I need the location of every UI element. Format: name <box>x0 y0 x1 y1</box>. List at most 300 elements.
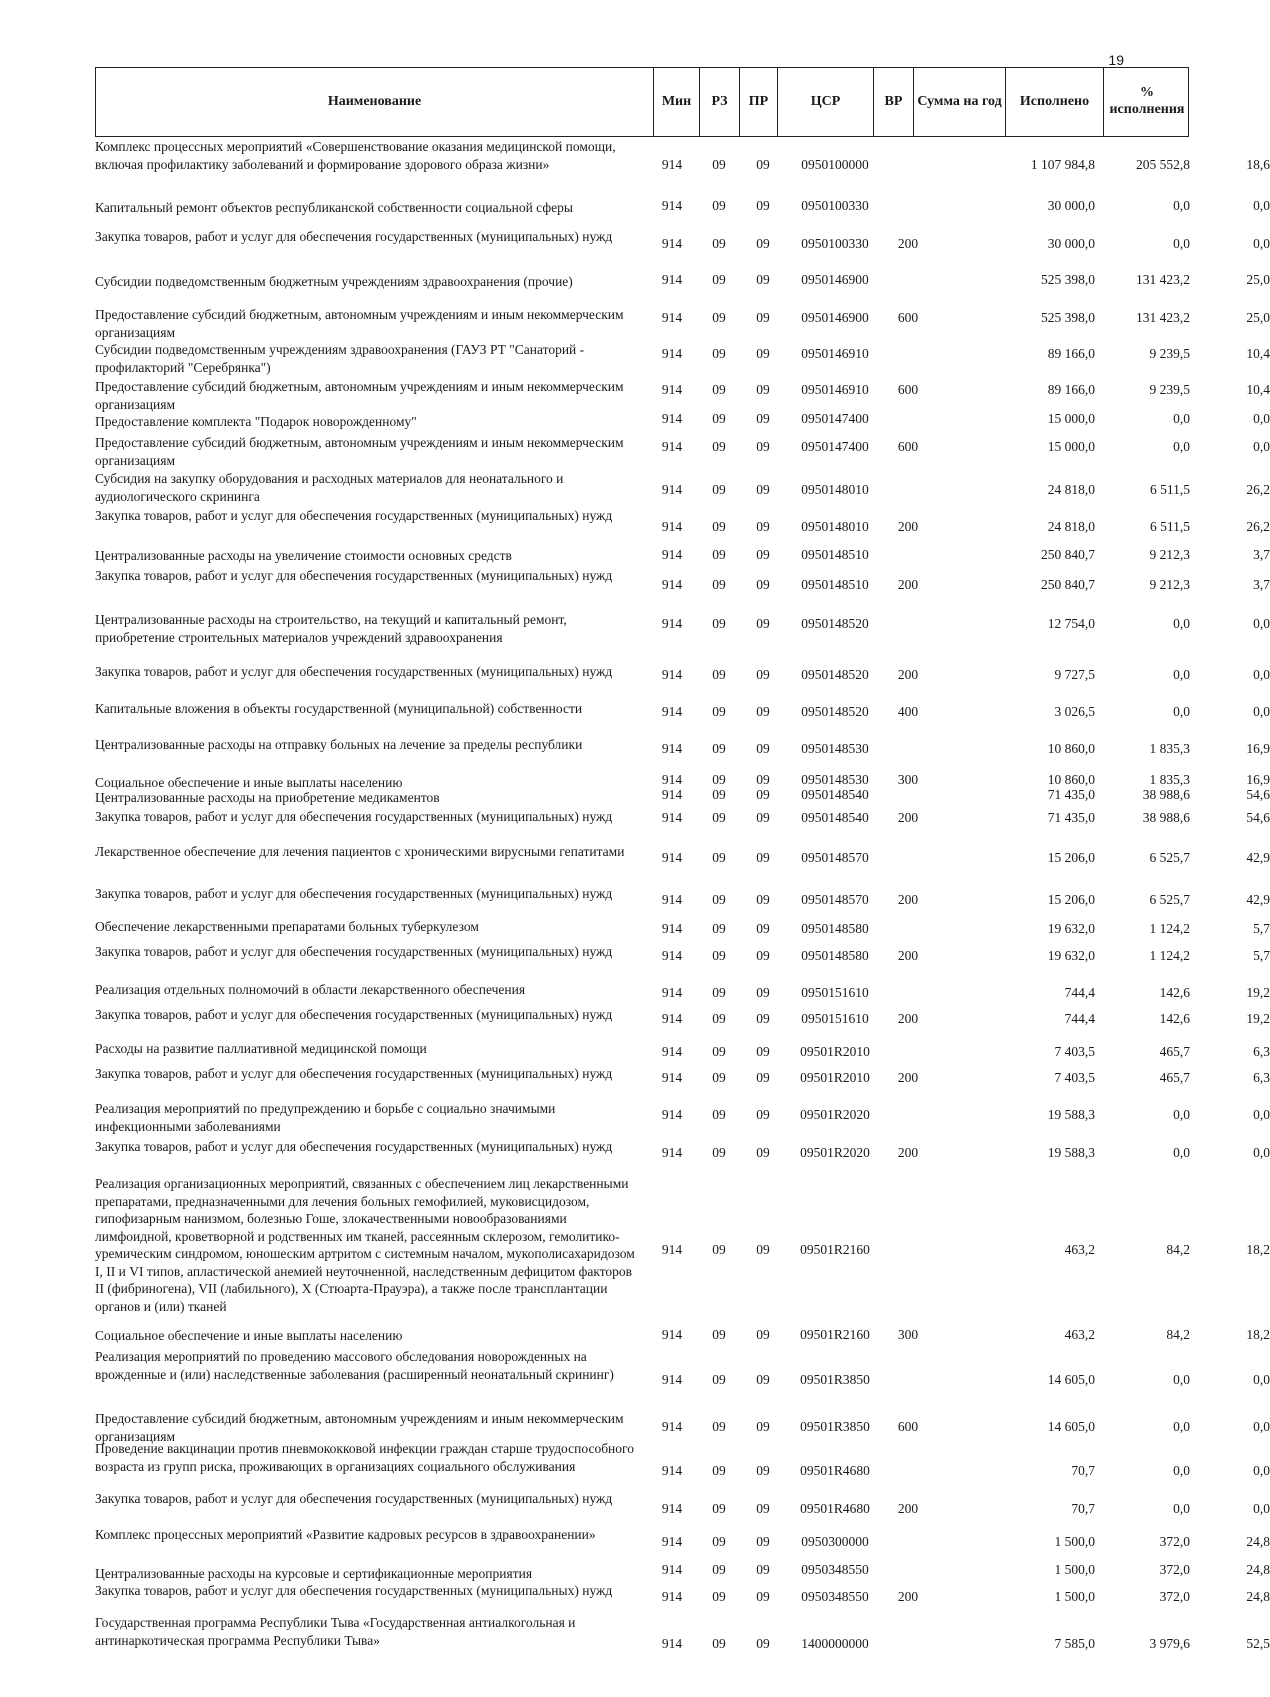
row-pr: 09 <box>756 519 770 534</box>
row-min: 914 <box>661 1011 683 1026</box>
row-min: 914 <box>661 921 683 936</box>
row-rz: 09 <box>712 1501 726 1516</box>
table-row <box>95 434 1270 470</box>
row-executed: 9 212,3 <box>1149 577 1190 592</box>
header-sum: Сумма на год <box>914 68 1006 136</box>
row-pr: 09 <box>756 1107 770 1122</box>
row-sum: 24 818,0 <box>1047 482 1095 497</box>
row-csr: 0950148540 <box>801 787 869 802</box>
row-rz: 09 <box>712 346 726 361</box>
row-vr: 600 <box>897 382 919 397</box>
row-percent: 3,7 <box>1253 577 1270 592</box>
row-name: Централизованные расходы на курсовые и сертификационные мероприятия <box>95 1566 533 1581</box>
row-sum: 463,2 <box>1064 1327 1095 1342</box>
row-vr: 200 <box>897 892 919 907</box>
row-csr: 09501R3850 <box>800 1372 870 1387</box>
row-min: 914 <box>661 1107 683 1122</box>
table-row <box>95 470 1270 507</box>
row-name: Комплекс процессных мероприятий «Совершенствование оказания медицинской помощи, включая профилактику заболеваний и формирование здорового образа жизни» <box>95 139 616 172</box>
row-csr: 0950151610 <box>801 985 869 1000</box>
table-row <box>95 138 1270 199</box>
row-min: 914 <box>661 1562 683 1577</box>
row-min: 914 <box>661 547 683 562</box>
row-rz: 09 <box>712 547 726 562</box>
row-pr: 09 <box>756 1145 770 1160</box>
row-percent: 0,0 <box>1253 1107 1270 1122</box>
row-percent: 0,0 <box>1253 411 1270 426</box>
row-sum: 70,7 <box>1071 1501 1095 1516</box>
row-percent: 42,9 <box>1246 892 1270 907</box>
row-sum: 525 398,0 <box>1041 310 1095 325</box>
row-min: 914 <box>661 1501 683 1516</box>
row-name: Социальное обеспечение и иные выплаты населению <box>95 1328 403 1343</box>
row-csr: 0950148530 <box>801 772 869 787</box>
row-pr: 09 <box>756 667 770 682</box>
row-vr: 200 <box>897 1070 919 1085</box>
row-sum: 19 632,0 <box>1047 948 1095 963</box>
row-csr: 0950146910 <box>801 346 869 361</box>
row-rz: 09 <box>712 772 726 787</box>
row-pr: 09 <box>756 1419 770 1434</box>
row-rz: 09 <box>712 577 726 592</box>
row-pr: 09 <box>756 577 770 592</box>
row-vr: 200 <box>897 948 919 963</box>
table-row <box>95 547 1270 567</box>
row-name: Реализация организационных мероприятий, связанных с обеспечением лиц лекарственными препаратами, предназначенными для лечения больных гемофилией, муковисцидозом, гипофизарным нанизмом, болезнью Гоше, злокачественными новообразованиями лимфоидной, кроветворной и родственных им тканей, рассеянным склерозом, гемолитико-уремическим синдромом, юношеским артритом с системным началом, мукополисахаридозом I, II и VI типов, апластической анемией неуточненной, наследственным дефицитом факторов II (фибриногена), VII (лабильного), X (Стюарта-Прауэра), а также после трансплантации органов и (или) тканей <box>95 1176 635 1314</box>
row-name: Закупка товаров, работ и услуг для обеспечения государственных (муниципальных) нужд <box>95 1139 613 1154</box>
row-min: 914 <box>661 892 683 907</box>
row-name: Закупка товаров, работ и услуг для обеспечения государственных (муниципальных) нужд <box>95 568 613 583</box>
row-percent: 54,6 <box>1246 810 1270 825</box>
row-csr: 0950348550 <box>801 1589 869 1604</box>
row-rz: 09 <box>712 1327 726 1342</box>
row-executed: 84,2 <box>1166 1242 1190 1257</box>
row-name: Капитальный ремонт объектов республиканской собственности социальной сферы <box>95 200 573 215</box>
row-min: 914 <box>661 439 683 454</box>
table-row <box>95 228 1270 273</box>
row-sum: 7 403,5 <box>1054 1044 1095 1059</box>
row-rz: 09 <box>712 157 726 172</box>
row-name: Централизованные расходы на увеличение стоимости основных средств <box>95 548 512 563</box>
row-rz: 09 <box>712 1372 726 1387</box>
row-name: Закупка товаров, работ и услуг для обеспечения государственных (муниципальных) нужд <box>95 886 613 901</box>
row-csr: 0950148510 <box>801 577 869 592</box>
row-csr: 0950151610 <box>801 1011 869 1026</box>
table-row <box>95 1065 1270 1100</box>
row-min: 914 <box>661 1044 683 1059</box>
row-rz: 09 <box>712 1145 726 1160</box>
row-executed: 0,0 <box>1173 1463 1190 1478</box>
row-executed: 372,0 <box>1159 1562 1190 1577</box>
row-name: Реализация мероприятий по проведению массового обследования новорожденных на врожденные и (или) наследственные заболевания (расширенный неонатальный скрининг) <box>95 1349 614 1382</box>
row-vr: 200 <box>897 236 919 251</box>
row-rz: 09 <box>712 1419 726 1434</box>
row-sum: 24 818,0 <box>1047 519 1095 534</box>
row-executed: 1 124,2 <box>1149 921 1190 936</box>
row-min: 914 <box>661 1242 683 1257</box>
row-csr: 0950148010 <box>801 482 869 497</box>
row-pr: 09 <box>756 1070 770 1085</box>
table-row <box>95 1562 1270 1582</box>
header-pr: ПР <box>740 68 778 136</box>
row-executed: 38 988,6 <box>1142 787 1190 802</box>
row-executed: 1 124,2 <box>1149 948 1190 963</box>
row-executed: 9 239,5 <box>1149 382 1190 397</box>
row-name: Предоставление субсидий бюджетным, автономным учреждениям и иным некоммерческим организациям <box>95 435 624 468</box>
row-pr: 09 <box>756 1372 770 1387</box>
row-executed: 0,0 <box>1173 1501 1190 1516</box>
row-csr: 09501R3850 <box>800 1419 870 1434</box>
row-executed: 131 423,2 <box>1136 272 1190 287</box>
row-name: Централизованные расходы на приобретение медикаментов <box>95 790 440 805</box>
row-percent: 0,0 <box>1253 1463 1270 1478</box>
row-vr: 600 <box>897 439 919 454</box>
row-csr: 0950148580 <box>801 921 869 936</box>
table-row <box>95 378 1270 413</box>
row-sum: 15 206,0 <box>1047 850 1095 865</box>
row-name: Закупка товаров, работ и услуг для обеспечения государственных (муниципальных) нужд <box>95 1007 613 1022</box>
row-executed: 3 979,6 <box>1149 1636 1190 1651</box>
row-name: Проведение вакцинации против пневмококковой инфекции граждан старше трудоспособного возраста из групп риска, проживающих в организациях социального обслуживания <box>95 1441 634 1474</box>
row-executed: 6 525,7 <box>1149 850 1190 865</box>
row-name: Закупка товаров, работ и услуг для обеспечения государственных (муниципальных) нужд <box>95 809 613 824</box>
table-row <box>95 1327 1270 1348</box>
row-sum: 744,4 <box>1064 1011 1095 1026</box>
row-vr: 200 <box>897 810 919 825</box>
row-name: Обеспечение лекарственными препаратами больных туберкулезом <box>95 919 479 934</box>
row-executed: 465,7 <box>1159 1044 1190 1059</box>
row-executed: 0,0 <box>1173 704 1190 719</box>
row-rz: 09 <box>712 850 726 865</box>
row-csr: 0950148570 <box>801 892 869 907</box>
row-name: Реализация мероприятий по предупреждению и борьбе с социально значимыми инфекционными заболеваниями <box>95 1101 556 1134</box>
row-name: Социальное обеспечение и иные выплаты населению <box>95 775 403 790</box>
row-executed: 84,2 <box>1166 1327 1190 1342</box>
row-vr: 300 <box>897 1327 919 1342</box>
row-sum: 30 000,0 <box>1047 236 1095 251</box>
row-percent: 24,8 <box>1246 1589 1270 1604</box>
row-pr: 09 <box>756 411 770 426</box>
row-name: Реализация отдельных полномочий в области лекарственного обеспечения <box>95 982 526 997</box>
row-name: Комплекс процессных мероприятий «Развитие кадровых ресурсов в здравоохранении» <box>95 1527 596 1542</box>
row-rz: 09 <box>712 616 726 631</box>
table-row <box>95 885 1270 918</box>
row-percent: 18,2 <box>1246 1242 1270 1257</box>
row-rz: 09 <box>712 1534 726 1549</box>
row-min: 914 <box>661 787 683 802</box>
row-csr: 0950100330 <box>801 236 869 251</box>
row-pr: 09 <box>756 787 770 802</box>
row-sum: 14 605,0 <box>1047 1419 1095 1434</box>
row-min: 914 <box>661 948 683 963</box>
row-csr: 09501R4680 <box>800 1463 870 1478</box>
row-rz: 09 <box>712 198 726 213</box>
row-pr: 09 <box>756 157 770 172</box>
row-executed: 142,6 <box>1159 1011 1190 1026</box>
row-pr: 09 <box>756 1327 770 1342</box>
row-min: 914 <box>661 310 683 325</box>
row-pr: 09 <box>756 985 770 1000</box>
row-executed: 0,0 <box>1173 1107 1190 1122</box>
row-executed: 0,0 <box>1173 198 1190 213</box>
table-row <box>95 808 1270 843</box>
row-percent: 42,9 <box>1246 850 1270 865</box>
row-csr: 09501R2020 <box>800 1107 870 1122</box>
row-pr: 09 <box>756 1463 770 1478</box>
row-pr: 09 <box>756 198 770 213</box>
row-executed: 6 511,5 <box>1150 482 1190 497</box>
row-sum: 463,2 <box>1064 1242 1095 1257</box>
row-executed: 0,0 <box>1173 411 1190 426</box>
row-percent: 24,8 <box>1246 1534 1270 1549</box>
row-rz: 09 <box>712 704 726 719</box>
row-name: Расходы на развитие паллиативной медицинской помощи <box>95 1041 427 1056</box>
header-min: Мин <box>654 68 700 136</box>
row-min: 914 <box>661 198 683 213</box>
row-min: 914 <box>661 616 683 631</box>
row-rz: 09 <box>712 1107 726 1122</box>
row-pr: 09 <box>756 1589 770 1604</box>
row-rz: 09 <box>712 810 726 825</box>
row-name: Закупка товаров, работ и услуг для обеспечения государственных (муниципальных) нужд <box>95 1066 613 1081</box>
row-min: 914 <box>661 382 683 397</box>
row-min: 914 <box>661 704 683 719</box>
row-min: 914 <box>661 346 683 361</box>
table-row <box>95 341 1270 378</box>
row-min: 914 <box>661 810 683 825</box>
row-percent: 10,4 <box>1246 346 1270 361</box>
table-row <box>95 1175 1270 1327</box>
row-csr: 0950100000 <box>801 157 869 172</box>
row-percent: 54,6 <box>1246 787 1270 802</box>
row-name: Закупка товаров, работ и услуг для обеспечения государственных (муниципальных) нужд <box>95 664 613 679</box>
row-rz: 09 <box>712 1589 726 1604</box>
row-pr: 09 <box>756 310 770 325</box>
row-min: 914 <box>661 236 683 251</box>
row-min: 914 <box>661 1534 683 1549</box>
table-row <box>95 611 1270 663</box>
row-min: 914 <box>661 411 683 426</box>
row-min: 914 <box>661 1636 683 1651</box>
row-pr: 09 <box>756 850 770 865</box>
row-executed: 6 525,7 <box>1149 892 1190 907</box>
row-executed: 1 835,3 <box>1149 741 1190 756</box>
row-min: 914 <box>661 1419 683 1434</box>
row-min: 914 <box>661 1589 683 1604</box>
row-rz: 09 <box>712 1011 726 1026</box>
table-row <box>95 1100 1270 1138</box>
table-row <box>95 1582 1270 1614</box>
row-min: 914 <box>661 1070 683 1085</box>
row-sum: 250 840,7 <box>1041 577 1095 592</box>
row-rz: 09 <box>712 236 726 251</box>
row-name: Централизованные расходы на отправку больных на лечение за пределы республики <box>95 737 583 752</box>
row-percent: 0,0 <box>1253 1372 1270 1387</box>
row-rz: 09 <box>712 1070 726 1085</box>
row-sum: 89 166,0 <box>1047 382 1095 397</box>
row-rz: 09 <box>712 1044 726 1059</box>
row-vr: 200 <box>897 1011 919 1026</box>
row-csr: 0950146900 <box>801 272 869 287</box>
row-percent: 0,0 <box>1253 616 1270 631</box>
row-pr: 09 <box>756 1534 770 1549</box>
row-csr: 1400000000 <box>801 1636 869 1651</box>
row-sum: 19 588,3 <box>1047 1107 1095 1122</box>
row-sum: 250 840,7 <box>1041 547 1095 562</box>
row-percent: 0,0 <box>1253 1419 1270 1434</box>
row-executed: 131 423,2 <box>1136 310 1190 325</box>
row-csr: 0950148520 <box>801 704 869 719</box>
row-vr: 300 <box>897 772 919 787</box>
row-percent: 25,0 <box>1246 310 1270 325</box>
row-pr: 09 <box>756 948 770 963</box>
row-csr: 09501R2010 <box>800 1070 870 1085</box>
row-vr: 200 <box>897 1589 919 1604</box>
row-pr: 09 <box>756 1011 770 1026</box>
row-percent: 0,0 <box>1253 236 1270 251</box>
table-row <box>95 411 1270 434</box>
row-executed: 465,7 <box>1159 1070 1190 1085</box>
row-sum: 10 860,0 <box>1047 772 1095 787</box>
row-name: Предоставление субсидий бюджетным, автономным учреждениям и иным некоммерческим организациям <box>95 1411 624 1444</box>
row-pr: 09 <box>756 1501 770 1516</box>
header-executed: Исполнено <box>1006 68 1104 136</box>
row-sum: 9 727,5 <box>1054 667 1095 682</box>
table-row <box>95 918 1270 943</box>
row-sum: 744,4 <box>1064 985 1095 1000</box>
row-executed: 0,0 <box>1173 439 1190 454</box>
row-executed: 0,0 <box>1173 667 1190 682</box>
row-vr: 200 <box>897 667 919 682</box>
row-pr: 09 <box>756 772 770 787</box>
table-row <box>95 1490 1270 1526</box>
row-vr: 200 <box>897 1501 919 1516</box>
row-vr: 200 <box>897 519 919 534</box>
table-row <box>95 700 1270 736</box>
row-pr: 09 <box>756 382 770 397</box>
row-sum: 15 000,0 <box>1047 439 1095 454</box>
row-pr: 09 <box>756 1562 770 1577</box>
table-row <box>95 306 1270 341</box>
row-executed: 0,0 <box>1173 1419 1190 1434</box>
row-rz: 09 <box>712 948 726 963</box>
row-percent: 0,0 <box>1253 667 1270 682</box>
row-pr: 09 <box>756 616 770 631</box>
row-vr: 400 <box>897 704 919 719</box>
row-csr: 0950148540 <box>801 810 869 825</box>
row-sum: 525 398,0 <box>1041 272 1095 287</box>
table-row <box>95 1614 1270 1666</box>
table-header <box>95 67 1189 137</box>
row-csr: 0950146910 <box>801 382 869 397</box>
row-percent: 0,0 <box>1253 1501 1270 1516</box>
row-csr: 0950148570 <box>801 850 869 865</box>
row-csr: 0950147400 <box>801 439 869 454</box>
row-pr: 09 <box>756 346 770 361</box>
row-sum: 19 588,3 <box>1047 1145 1095 1160</box>
row-pr: 09 <box>756 272 770 287</box>
table-row <box>95 787 1270 808</box>
row-percent: 5,7 <box>1253 921 1270 936</box>
row-percent: 0,0 <box>1253 704 1270 719</box>
row-csr: 09501R2160 <box>800 1327 870 1342</box>
row-pr: 09 <box>756 921 770 936</box>
row-min: 914 <box>661 1372 683 1387</box>
row-rz: 09 <box>712 787 726 802</box>
table-row <box>95 663 1270 700</box>
row-min: 914 <box>661 667 683 682</box>
header-vr: ВР <box>874 68 914 136</box>
row-pr: 09 <box>756 547 770 562</box>
row-percent: 0,0 <box>1253 439 1270 454</box>
row-percent: 10,4 <box>1246 382 1270 397</box>
row-percent: 25,0 <box>1246 272 1270 287</box>
row-rz: 09 <box>712 741 726 756</box>
table-row <box>95 1410 1270 1444</box>
row-csr: 09501R2010 <box>800 1044 870 1059</box>
row-sum: 1 500,0 <box>1054 1534 1095 1549</box>
row-sum: 1 500,0 <box>1054 1589 1095 1604</box>
row-percent: 18,6 <box>1246 157 1270 172</box>
row-percent: 26,2 <box>1246 482 1270 497</box>
row-executed: 0,0 <box>1173 236 1190 251</box>
row-pr: 09 <box>756 704 770 719</box>
row-min: 914 <box>661 741 683 756</box>
row-name: Лекарственное обеспечение для лечения пациентов с хроническими вирусными гепатитами <box>95 844 625 859</box>
row-min: 914 <box>661 272 683 287</box>
table-row <box>95 843 1270 885</box>
row-pr: 09 <box>756 439 770 454</box>
row-percent: 0,0 <box>1253 1145 1270 1160</box>
row-executed: 1 835,3 <box>1149 772 1190 787</box>
table-row <box>95 1348 1270 1410</box>
page-number: 19 <box>1108 52 1124 68</box>
table-row <box>95 567 1270 611</box>
row-sum: 19 632,0 <box>1047 921 1095 936</box>
row-sum: 1 500,0 <box>1054 1562 1095 1577</box>
row-pr: 09 <box>756 1044 770 1059</box>
row-sum: 7 403,5 <box>1054 1070 1095 1085</box>
row-sum: 15 000,0 <box>1047 411 1095 426</box>
row-name: Закупка товаров, работ и услуг для обеспечения государственных (муниципальных) нужд <box>95 508 613 523</box>
row-min: 914 <box>661 1463 683 1478</box>
row-rz: 09 <box>712 1242 726 1257</box>
row-csr: 0950147400 <box>801 411 869 426</box>
row-executed: 6 511,5 <box>1150 519 1190 534</box>
row-vr: 200 <box>897 1145 919 1160</box>
row-rz: 09 <box>712 382 726 397</box>
row-min: 914 <box>661 772 683 787</box>
row-name: Субсидия на закупку оборудования и расходных материалов для неонатального и аудиологического скрининга <box>95 471 564 504</box>
table-row <box>95 981 1270 1006</box>
row-name: Закупка товаров, работ и услуг для обеспечения государственных (муниципальных) нужд <box>95 944 613 959</box>
row-sum: 10 860,0 <box>1047 741 1095 756</box>
row-min: 914 <box>661 985 683 1000</box>
row-rz: 09 <box>712 519 726 534</box>
row-name: Предоставление субсидий бюджетным, автономным учреждениям и иным некоммерческим организациям <box>95 379 624 412</box>
row-percent: 26,2 <box>1246 519 1270 534</box>
row-rz: 09 <box>712 892 726 907</box>
row-name: Закупка товаров, работ и услуг для обеспечения государственных (муниципальных) нужд <box>95 1491 613 1506</box>
row-sum: 14 605,0 <box>1047 1372 1095 1387</box>
table-row <box>95 1006 1270 1040</box>
row-sum: 71 435,0 <box>1047 810 1095 825</box>
table-row <box>95 1040 1270 1065</box>
row-pr: 09 <box>756 741 770 756</box>
row-rz: 09 <box>712 439 726 454</box>
row-sum: 70,7 <box>1071 1463 1095 1478</box>
row-csr: 09501R4680 <box>800 1501 870 1516</box>
